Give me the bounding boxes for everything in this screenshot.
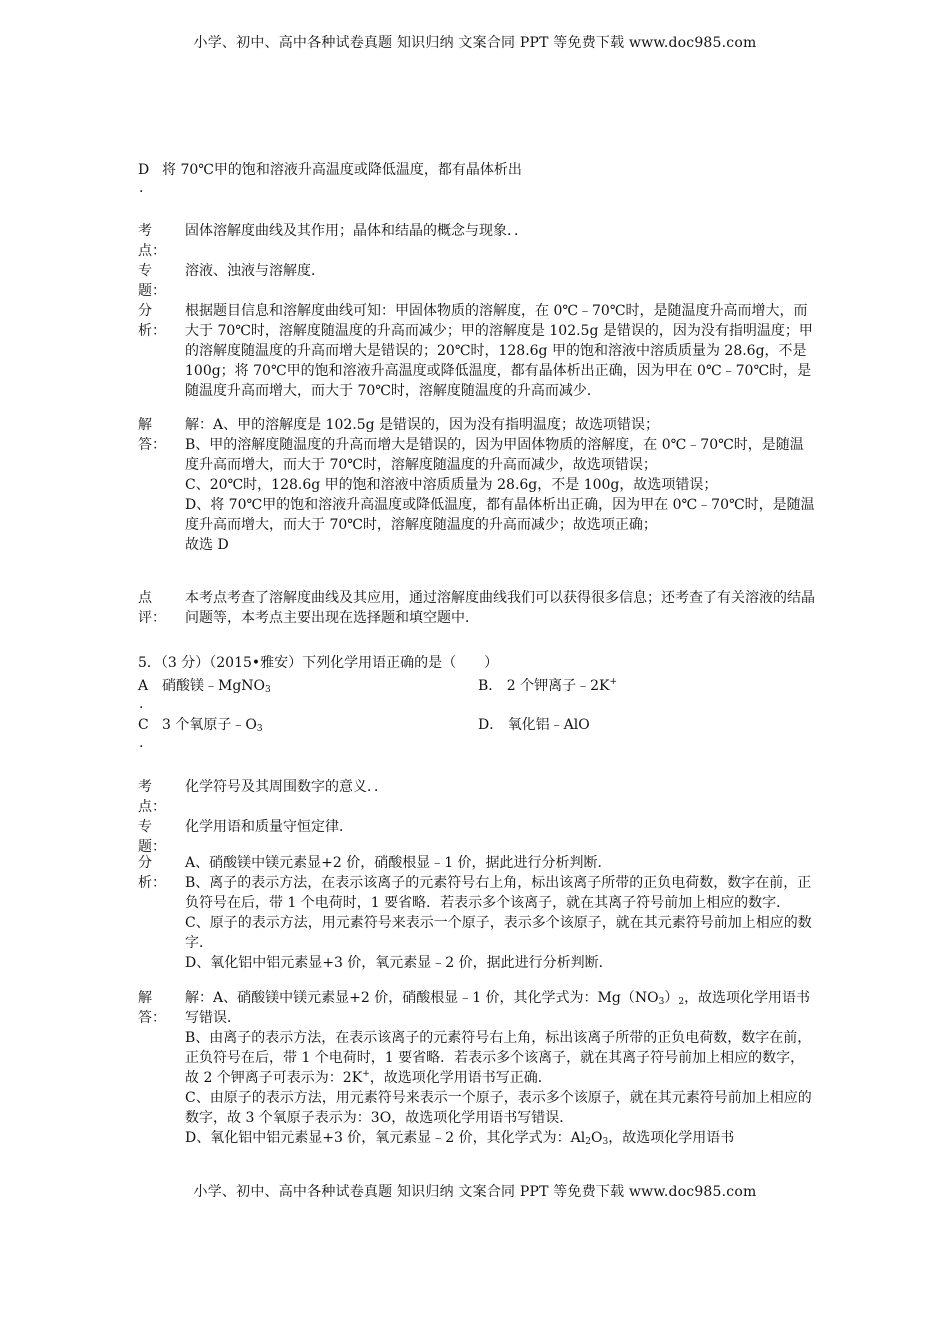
- q5-fenxi-a: A、硝酸镁中镁元素显+2 价，硝酸根显﹣1 价，据此进行分析判断．: [185, 855, 612, 871]
- q5-jieda-c: C、由原子的表示方法，用元素符号来表示一个原子，表示多个该原子，就在其元素符号前加上相应的数字，故 3 个氧原子表示为：3O，故选项化学用语书写错误．: [185, 1090, 812, 1126]
- q5-jieda-d: D、氧化铝中铝元素显+3 价，氧元素显﹣2 价，其化学式为：$Al_2O_3$，故选项化学用语书: [185, 1130, 735, 1147]
- q5-option-a-letter: A: [138, 678, 149, 694]
- q5-jieda-label: 解 答：: [138, 990, 166, 1026]
- q5-kaodian-label: 考 点：: [138, 779, 166, 815]
- q5-option-d: D． 氧化铝﹣AlO: [478, 717, 590, 733]
- q5-zhuanti-text: 化学用语和质量守恒定律．: [185, 819, 353, 835]
- q4-dianping-text: 本考点考查了溶解度曲线及其应用，通过溶解度曲线我们可以获得很多信息；还考查了有关溶液的结晶问题等，本考点主要出现在选择题和填空题中．: [185, 590, 815, 626]
- q5-fenxi-block: [185, 853, 815, 973]
- q4-fenxi-label: 分 析：: [138, 303, 166, 339]
- q4-option-d-text: 将 70℃甲的饱和溶液升高温度或降低温度，都有晶体析出: [162, 162, 522, 178]
- q4-jieda-c: C、20℃时，128.6g 甲的饱和溶液中溶质质量为 28.6g，不是 100g，故选项错误；: [185, 477, 718, 493]
- q4-jieda-answer: 故选 D: [185, 537, 229, 553]
- q4-jieda-d: D、将 70℃甲的饱和溶液升高温度或降低温度，都有晶体析出正确，因为甲在 0℃﹣70℃时，是随温度升高而增大，而大于 70℃时，溶解度随温度的升高而减少；故选项正确；: [185, 497, 815, 533]
- q4-fenxi-text: 根据题目信息和溶解度曲线可知：甲固体物质的溶解度，在 0℃﹣70℃时，是随温度升高而增大，而大于 70℃时，溶解度随温度的升高而减少；甲的溶解度是 102.5g 是错误的，因为没有指明温度；甲的溶解度随温度的升高而增大是错误的；20℃时，128.6g 甲的饱和溶液中溶质质量为 28.6g，不是 100g；将 70℃甲的饱和溶液升高温度或降低温度，都有晶体析出正确，因为甲在 0℃﹣70℃时，是随温度升高而增大，而大于 70℃时，溶解度随温度的升高而减少．: [185, 303, 813, 399]
- q5-kaodian-text: 化学符号及其周围数字的意义．．: [185, 779, 388, 795]
- q4-jieda-block: [185, 415, 815, 555]
- q5-jieda-block: [185, 988, 815, 1148]
- q5-jieda-b: B、由离子的表示方法，在表示该离子的元素符号右上角，标出该离子所带的正负电荷数，数字在前，正负符号在后，带 1 个电荷时，1 要省略．若表示多个该离子，就在其离子符号前加上相应的数字，故 2 个钾离子可表示为：2K+，故选项化学用语书写正确．: [185, 1030, 812, 1086]
- footer-banner: 小学、初中、高中各种试卷真题 知识归纳 文案合同 PPT 等免费下载 www.doc985.com: [193, 1184, 757, 1200]
- q5-fenxi-label: 分 析：: [138, 855, 166, 891]
- q4-option-d-dot: .: [139, 180, 144, 196]
- q4-dianping-label: 点 评：: [138, 590, 166, 626]
- header-banner: 小学、初中、高中各种试卷真题 知识归纳 文案合同 PPT 等免费下载 www.doc985.com: [193, 35, 757, 51]
- q4-jieda-b: B、甲的溶解度随温度的升高而增大是错误的，因为甲固体物质的溶解度，在 0℃﹣70℃时，是随温度升高而增大，而大于 70℃时，溶解度随温度的升高而减少，故选项错误；: [185, 437, 804, 473]
- q5-option-c-dot: .: [139, 735, 144, 751]
- q4-zhuanti-text: 溶液、浊液与溶解度．: [185, 263, 325, 279]
- q4-option-d-letter: D: [138, 162, 150, 178]
- q5-stem: 5．（3 分）（2015•雅安）下列化学用语正确的是（ ）: [138, 655, 499, 671]
- q5-zhuanti-label: 专 题：: [138, 819, 166, 855]
- q5-fenxi-d: D、氧化铝中铝元素显+3 价，氧元素显﹣2 价，据此进行分析判断．: [185, 955, 613, 971]
- q4-jieda-label: 解 答：: [138, 417, 166, 453]
- q5-jieda-a: 解：A、硝酸镁中镁元素显+2 价，硝酸根显﹣1 价，其化学式为：$Mg(NO_3)_2$，故选项化学用语书写错误．: [185, 990, 811, 1026]
- q4-kaodian-text: 固体溶解度曲线及其作用；晶体和结晶的概念与现象．．: [185, 223, 528, 239]
- q5-option-a-text: 硝酸镁﹣MgNO$_3$: [162, 678, 271, 695]
- q5-option-c-text: 3 个氧原子$﹣O_3$: [162, 717, 263, 734]
- q5-fenxi-b: B、离子的表示方法，在表示该离子的元素符号右上角，标出该离子所带的正负电荷数，数字在前，正负符号在后，带 1 个电荷时，1 要省略．若表示多个该离子，就在其离子符号前加上相应的数字．: [185, 875, 812, 911]
- q4-zhuanti-label: 专 题：: [138, 263, 166, 299]
- q4-jieda-a: 解：A、甲的溶解度是 102.5g 是错误的，因为没有指明温度；故选项错误；: [185, 417, 660, 433]
- q5-fenxi-c: C、原子的表示方法，用元素符号来表示一个原子，表示多个该原子，就在其元素符号前加上相应的数字．: [185, 915, 812, 951]
- q5-option-a-dot: .: [139, 696, 144, 712]
- q5-option-c-letter: C: [138, 717, 149, 733]
- q5-option-b: B． 2 个钾离子﹣2K+: [478, 677, 618, 694]
- q4-kaodian-label: 考 点：: [138, 223, 166, 259]
